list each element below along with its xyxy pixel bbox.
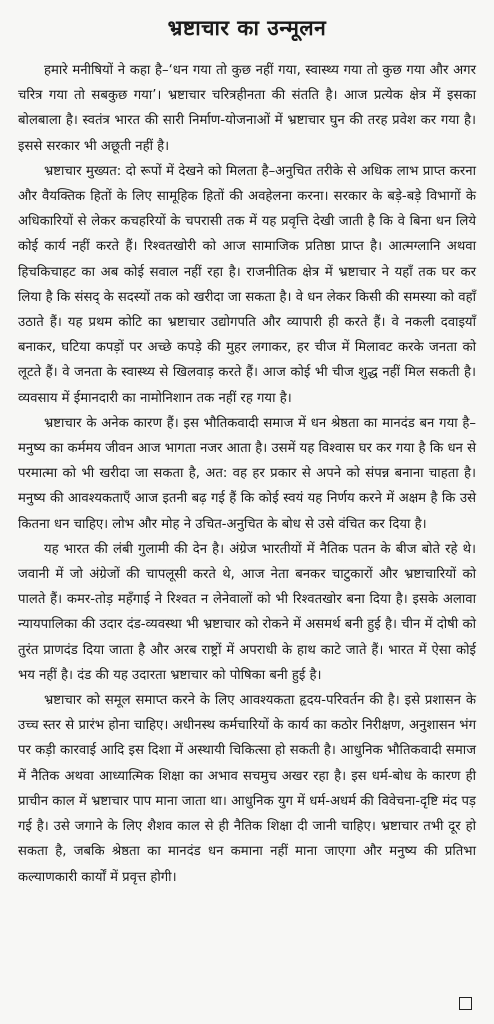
paragraph-4: यह भारत की लंबी गुलामी की देन है। अंग्रेज भारतीयों में नैतिक पतन के बीज बोते रहे थे। जवानी में जो अंग्रेजों की चापलूसी करते थे, आज नेता बनकर चाटुकारों और भ्रष्टाचारियों को पालते हैं। कमर-तोड़ महँगाई ने रिश्वत न लेनेवालों को भी रिश्वतखोर बना दिया है। इसके अलावा न्यायपालिका की उदार दंड-व्यवस्था भी भ्रष्टाचार को रोकने में असमर्थ बनी हुई है। चीन में दोषी को तुरंत प्राणदंड दिया जाता है और अरब राष्ट्रों में अपराधी के हाथ काटे जाते हैं। भारत में ऐसा कोई भय नहीं है। दंड की यह उदारता भ्रष्टाचार को पोषिका बनी हुई है।: [18, 541, 476, 683]
end-of-text-box-icon: [459, 997, 472, 1010]
paragraph-1: हमारे मनीषियों ने कहा है–‘धन गया तो कुछ नहीं गया, स्वास्थ्य गया तो कुछ गया और अगर चरित्र गया तो सबकुछ गया’। भ्रष्टाचार चरित्रहीनता की संतति है। आज प्रत्येक क्षेत्र में इसका बोलबाला है। स्वतंत्र भारत की सारी निर्माण-योजनाओं में भ्रष्टाचार घुन की तरह प्रवेश कर गया है। इससे सरकार भी अछूती नहीं है।: [18, 63, 476, 154]
paragraph-3: भ्रष्टाचार के अनेक कारण हैं। इस भौतिकवादी समाज में धन श्रेष्ठता का मानदंड बन गया है–मनुष्य का कर्ममय जीवन आज भागता नजर आता है। उसमें यह विश्वास घर कर गया है कि धन से परमात्मा को भी खरीदा जा सकता है, अत: वह हर प्रकार से अपने को संपन्न बनाना चाहता है। मनुष्य की आवश्यकताएँ आज इतनी बढ़ गई हैं कि कोई स्वयं यह निर्णय करने में अक्षम है कि उसे कितना धन चाहिए। लोभ और मोह ने उचित-अनुचित के बोध से उसे वंचित कर दिया है।: [18, 415, 476, 532]
essay-title: भ्रष्टाचार का उन्मूलन: [167, 16, 327, 40]
paragraph-2: भ्रष्टाचार मुख्यत: दो रूपों में देखने को मिलता है–अनुचित तरीके से अधिक लाभ प्राप्त करना और वैयक्तिक हितों के लिए सामूहिक हितों की अवहेलना करना। सरकार के बड़े-बड़े विभागों के अधिकारियों से लेकर कचहरियों के चपरासी तक में यह प्रवृत्ति देखी जाती है कि वे बिना धन लिये कोई कार्य नहीं करते हैं। रिश्वतखोरी को आज सामाजिक प्रतिष्ठा प्राप्त है। आत्मग्लानि अथवा हिचकिचाहट का अब कोई सवाल नहीं रहा है। राजनीतिक क्षेत्र में भ्रष्टाचार ने यहाँ तक घर कर लिया है कि संसद् के सदस्यों तक को खरीदा जा सकता है। वे धन लेकर किसी की समस्या को वहाँ उठाते हैं। यह प्रथम कोटि का भ्रष्टाचार उद्योगपति और व्यापारी ही करते हैं। वे नकली दवाइयाँ बनाकर, घटिया कपड़ों पर अच्छे कपड़े की मुहर लगाकर, हर चीज में मिलावट करके जनता को लूटते हैं। वे जनता के स्वास्थ्य से खिलवाड़ करते हैं। आज कोई भी चीज शुद्ध नहीं मिल सकती है। व्यवसाय में ईमानदारी का नामोनिशान तक नहीं रह गया है।: [18, 163, 476, 406]
paragraph-5: भ्रष्टाचार को समूल समाप्त करने के लिए आवश्यकता हृदय-परिवर्तन की है। इसे प्रशासन के उच्च स्तर से प्रारंभ होना चाहिए। अधीनस्थ कर्मचारियों के कार्य का कठोर निरीक्षण, अनुशासन भंग पर कड़ी कारवाई आदि इस दिशा में अस्थायी चिकित्सा हो सकती है। आधुनिक भौतिकवादी समाज में नैतिक अथवा आध्यात्मिक शिक्षा का अभाव सचमुच अखर रहा है। इस धर्म-बोध के कारण ही प्राचीन काल में भ्रष्टाचार पाप माना जाता था। आधुनिक युग में धर्म-अधर्म की विवेचना-दृष्टि मंद पड़ गई है। उसे जगाने के लिए शैशव काल से ही नैतिक शिक्षा दी जानी चाहिए। भ्रष्टाचार तभी दूर हो सकता है, जबकि श्रेष्ठता का मानदंड धन कमाना नहीं माना जाएगा और मनुष्य की प्रतिभा कल्याणकारी कार्यों में प्रवृत्त होगी।: [18, 693, 476, 885]
essay-body: [18, 58, 476, 890]
